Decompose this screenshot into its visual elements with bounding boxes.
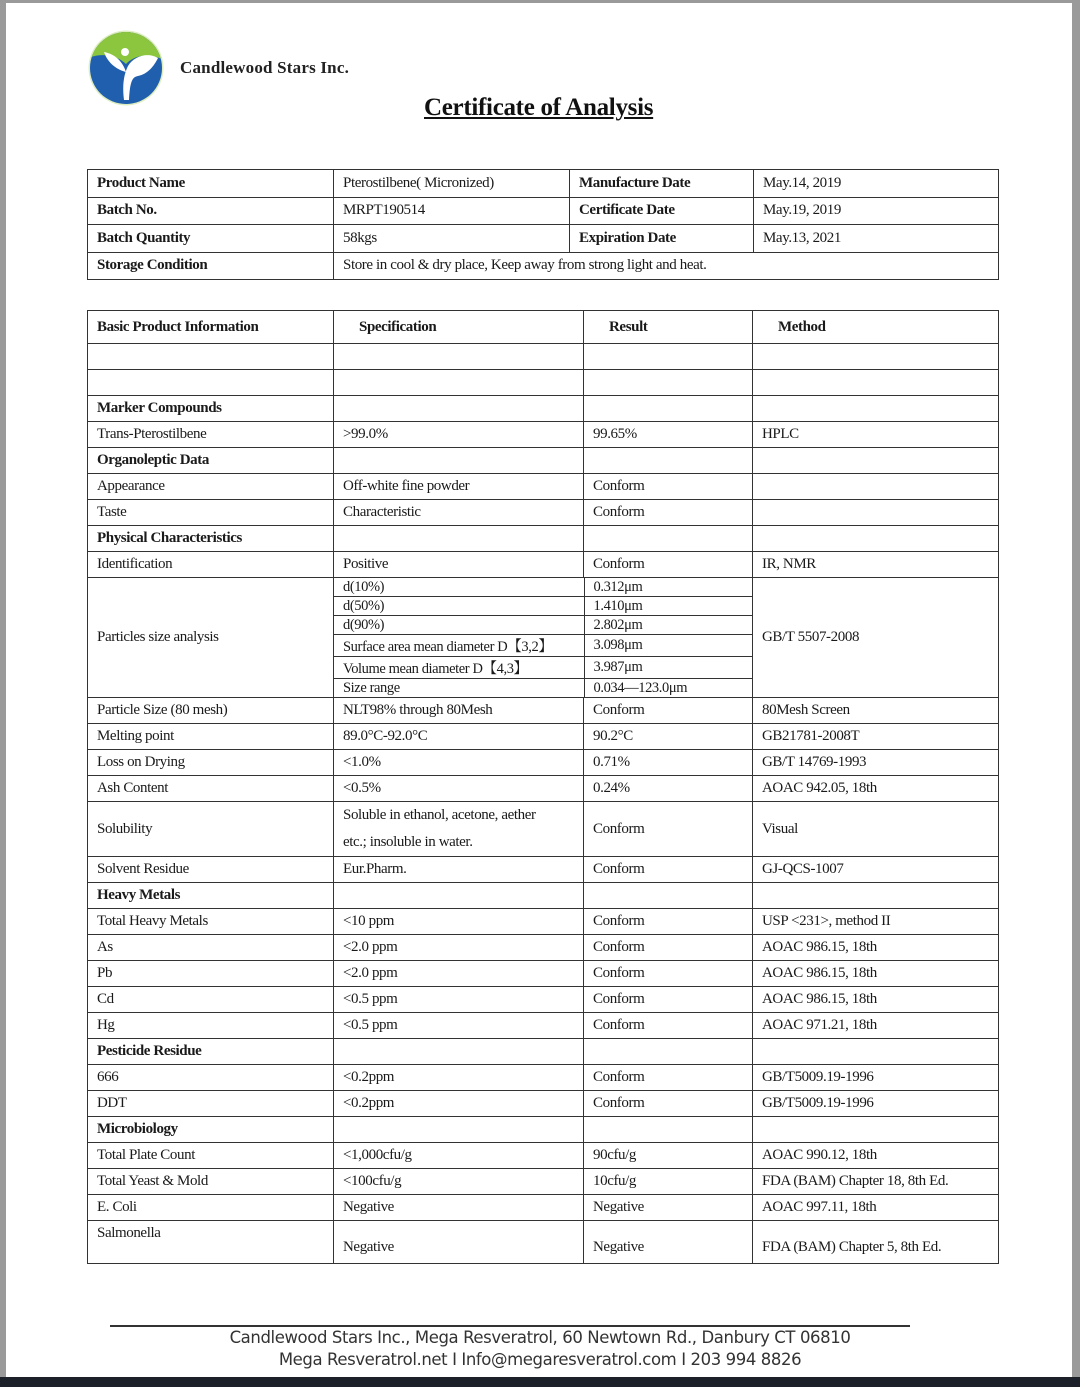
result: 2.802μm bbox=[584, 616, 753, 635]
method: FDA (BAM) Chapter 5, 8th Ed. bbox=[753, 1221, 999, 1264]
test-item: Cd bbox=[88, 987, 334, 1013]
empty-row bbox=[88, 370, 999, 396]
method: AOAC 986.15, 18th bbox=[753, 987, 999, 1013]
company-logo-icon bbox=[88, 30, 164, 106]
specification: <0.5 ppm bbox=[334, 987, 584, 1013]
method: Visual bbox=[753, 802, 999, 857]
footer-contact: Mega Resveratrol.net I Info@megaresveratrol.com I 203 994 8826 bbox=[278, 1350, 802, 1369]
result: 0.24% bbox=[584, 776, 753, 802]
table-row bbox=[88, 935, 999, 961]
test-item: Pb bbox=[88, 961, 334, 987]
test-item: Solvent Residue bbox=[88, 857, 334, 883]
table-row bbox=[88, 422, 999, 448]
particle-sub-table bbox=[334, 578, 753, 697]
test-item: Total Heavy Metals bbox=[88, 909, 334, 935]
result: 1.410μm bbox=[584, 597, 753, 616]
company-name: Candlewood Stars Inc. bbox=[180, 58, 350, 77]
specification: Negative bbox=[334, 1221, 584, 1264]
test-item: As bbox=[88, 935, 334, 961]
specification: <1.0% bbox=[334, 750, 584, 776]
spec-line: Soluble in ethanol, acetone, aether bbox=[343, 807, 536, 823]
document-title: Certificate of Analysis bbox=[424, 94, 654, 121]
result: 90.2°C bbox=[584, 724, 753, 750]
table-row bbox=[88, 802, 999, 857]
method: AOAC 986.15, 18th bbox=[753, 935, 999, 961]
section-row bbox=[88, 396, 999, 422]
specification: d(50%) bbox=[334, 597, 584, 616]
result: Conform bbox=[584, 857, 753, 883]
column-header: Specification bbox=[334, 311, 584, 344]
result: Conform bbox=[584, 474, 753, 500]
test-item: Solubility bbox=[88, 802, 334, 857]
empty-row bbox=[88, 344, 999, 370]
method: GB/T 14769-1993 bbox=[753, 750, 999, 776]
test-item: Melting point bbox=[88, 724, 334, 750]
test-item: Taste bbox=[88, 500, 334, 526]
table-row bbox=[88, 474, 999, 500]
specification: Characteristic bbox=[334, 500, 584, 526]
specification: <1,000cfu/g bbox=[334, 1143, 584, 1169]
analysis-table bbox=[87, 310, 999, 1264]
value-batch-quantity: 58kgs bbox=[334, 225, 570, 253]
specification: <0.2ppm bbox=[334, 1065, 584, 1091]
specification: Surface area mean diameter D【3,2】 bbox=[334, 635, 584, 657]
method: GB/T5009.19-1996 bbox=[753, 1065, 999, 1091]
table-row bbox=[88, 750, 999, 776]
method: 80Mesh Screen bbox=[753, 698, 999, 724]
result: Conform bbox=[584, 987, 753, 1013]
table-row bbox=[88, 225, 999, 253]
specification: Volume mean diameter D【4,3】 bbox=[334, 657, 584, 679]
result: 0.71% bbox=[584, 750, 753, 776]
particle-size-row bbox=[88, 578, 999, 698]
specification: d(10%) bbox=[334, 578, 584, 597]
test-item: Appearance bbox=[88, 474, 334, 500]
method bbox=[753, 500, 999, 526]
table-row bbox=[88, 500, 999, 526]
specification: Negative bbox=[334, 1195, 584, 1221]
bottom-bar bbox=[0, 1377, 1080, 1387]
test-item: Salmonella bbox=[88, 1221, 334, 1264]
specification: Eur.Pharm. bbox=[334, 857, 584, 883]
test-item: E. Coli bbox=[88, 1195, 334, 1221]
specification: NLT98% through 80Mesh bbox=[334, 698, 584, 724]
label-storage-condition: Storage Condition bbox=[88, 252, 334, 280]
result: 3.987μm bbox=[584, 657, 753, 679]
specification: <0.5 ppm bbox=[334, 1013, 584, 1039]
section-title: Microbiology bbox=[88, 1117, 334, 1143]
section-row bbox=[88, 448, 999, 474]
result: Conform bbox=[584, 935, 753, 961]
specification bbox=[334, 802, 584, 857]
column-header: Result bbox=[584, 311, 753, 344]
result: Conform bbox=[584, 1091, 753, 1117]
test-item: DDT bbox=[88, 1091, 334, 1117]
label-certificate-date: Certificate Date bbox=[570, 197, 754, 225]
result: 3.098μm bbox=[584, 635, 753, 657]
column-header: Basic Product Information bbox=[88, 311, 334, 344]
specification: >99.0% bbox=[334, 422, 584, 448]
test-item: Loss on Drying bbox=[88, 750, 334, 776]
method: GJ-QCS-1007 bbox=[753, 857, 999, 883]
method: AOAC 942.05, 18th bbox=[753, 776, 999, 802]
specification: <0.5% bbox=[334, 776, 584, 802]
footer-divider bbox=[110, 1325, 910, 1327]
footer-address: Candlewood Stars Inc., Mega Resveratrol, 60 Newtown Rd., Danbury CT 06810 bbox=[229, 1328, 851, 1347]
value-product-name: Pterostilbene( Micronized) bbox=[334, 170, 570, 198]
test-item: Hg bbox=[88, 1013, 334, 1039]
result: 0.312μm bbox=[584, 578, 753, 597]
section-title: Physical Characteristics bbox=[88, 526, 334, 552]
method: USP <231>, method II bbox=[753, 909, 999, 935]
table-row bbox=[88, 987, 999, 1013]
specification: 89.0°C-92.0°C bbox=[334, 724, 584, 750]
table-row bbox=[88, 909, 999, 935]
specification: <0.2ppm bbox=[334, 1091, 584, 1117]
label-product-name: Product Name bbox=[88, 170, 334, 198]
specification: <10 ppm bbox=[334, 909, 584, 935]
table-header-row bbox=[88, 311, 999, 344]
method: GB/T5009.19-1996 bbox=[753, 1091, 999, 1117]
specification: Positive bbox=[334, 552, 584, 578]
result: Conform bbox=[584, 698, 753, 724]
method: HPLC bbox=[753, 422, 999, 448]
specification: Size range bbox=[343, 679, 400, 696]
method: AOAC 971.21, 18th bbox=[753, 1013, 999, 1039]
result: 10cfu/g bbox=[584, 1169, 753, 1195]
method: AOAC 990.12, 18th bbox=[753, 1143, 999, 1169]
label-batch-no: Batch No. bbox=[88, 197, 334, 225]
section-row bbox=[88, 1039, 999, 1065]
specification: d(90%) bbox=[334, 616, 584, 635]
section-title: Marker Compounds bbox=[88, 396, 334, 422]
table-row bbox=[88, 961, 999, 987]
method: GB21781-2008T bbox=[753, 724, 999, 750]
result: Conform bbox=[584, 500, 753, 526]
value-expiration-date: May.13, 2021 bbox=[754, 225, 999, 253]
result: 0.034—123.0μm bbox=[584, 679, 753, 698]
result: Conform bbox=[584, 802, 753, 857]
specification: <100cfu/g bbox=[334, 1169, 584, 1195]
label-batch-quantity: Batch Quantity bbox=[88, 225, 334, 253]
table-row bbox=[88, 1143, 999, 1169]
result: Conform bbox=[584, 961, 753, 987]
table-row bbox=[88, 1065, 999, 1091]
table-row bbox=[88, 552, 999, 578]
table-row bbox=[88, 1169, 999, 1195]
specification: Off-white fine powder bbox=[334, 474, 584, 500]
value-manufacture-date: May.14, 2019 bbox=[754, 170, 999, 198]
table-row bbox=[88, 1221, 999, 1264]
table-row bbox=[88, 1195, 999, 1221]
table-row bbox=[88, 252, 999, 280]
value-batch-no: MRPT190514 bbox=[334, 197, 570, 225]
section-row bbox=[88, 526, 999, 552]
method: IR, NMR bbox=[753, 552, 999, 578]
spec-line: etc.; insoluble in water. bbox=[343, 834, 473, 850]
section-title: Pesticide Residue bbox=[88, 1039, 334, 1065]
test-item: Identification bbox=[88, 552, 334, 578]
test-item: Particles size analysis bbox=[88, 578, 334, 698]
value-certificate-date: May.19, 2019 bbox=[754, 197, 999, 225]
method: AOAC 997.11, 18th bbox=[753, 1195, 999, 1221]
result: Negative bbox=[584, 1195, 753, 1221]
value-storage-condition: Store in cool & dry place, Keep away from strong light and heat. bbox=[334, 252, 999, 280]
table-row bbox=[88, 724, 999, 750]
result: Negative bbox=[584, 1221, 753, 1264]
specification: <2.0 ppm bbox=[334, 961, 584, 987]
table-row bbox=[88, 857, 999, 883]
test-item: Particle Size (80 mesh) bbox=[88, 698, 334, 724]
table-row bbox=[88, 170, 999, 198]
test-item: Total Plate Count bbox=[88, 1143, 334, 1169]
section-row bbox=[88, 883, 999, 909]
result: 99.65% bbox=[584, 422, 753, 448]
table-row bbox=[88, 1091, 999, 1117]
result: Conform bbox=[584, 1065, 753, 1091]
result: Conform bbox=[584, 909, 753, 935]
result: Conform bbox=[584, 552, 753, 578]
method bbox=[753, 474, 999, 500]
result: Conform bbox=[584, 1013, 753, 1039]
section-row bbox=[88, 1117, 999, 1143]
section-title: Organoleptic Data bbox=[88, 448, 334, 474]
table-row bbox=[88, 776, 999, 802]
label-expiration-date: Expiration Date bbox=[570, 225, 754, 253]
particle-sub-table-cell bbox=[334, 578, 753, 698]
result: 90cfu/g bbox=[584, 1143, 753, 1169]
test-item: Trans-Pterostilbene bbox=[88, 422, 334, 448]
method: FDA (BAM) Chapter 18, 8th Ed. bbox=[753, 1169, 999, 1195]
specification: <2.0 ppm bbox=[334, 935, 584, 961]
test-item: 666 bbox=[88, 1065, 334, 1091]
table-row bbox=[88, 1013, 999, 1039]
test-item: Ash Content bbox=[88, 776, 334, 802]
table-row bbox=[88, 197, 999, 225]
label-manufacture-date: Manufacture Date bbox=[570, 170, 754, 198]
table-row bbox=[88, 698, 999, 724]
method: AOAC 986.15, 18th bbox=[753, 961, 999, 987]
product-info-table bbox=[87, 169, 999, 280]
test-item: Total Yeast & Mold bbox=[88, 1169, 334, 1195]
section-title: Heavy Metals bbox=[88, 883, 334, 909]
column-header: Method bbox=[753, 311, 999, 344]
method: GB/T 5507-2008 bbox=[753, 578, 999, 698]
